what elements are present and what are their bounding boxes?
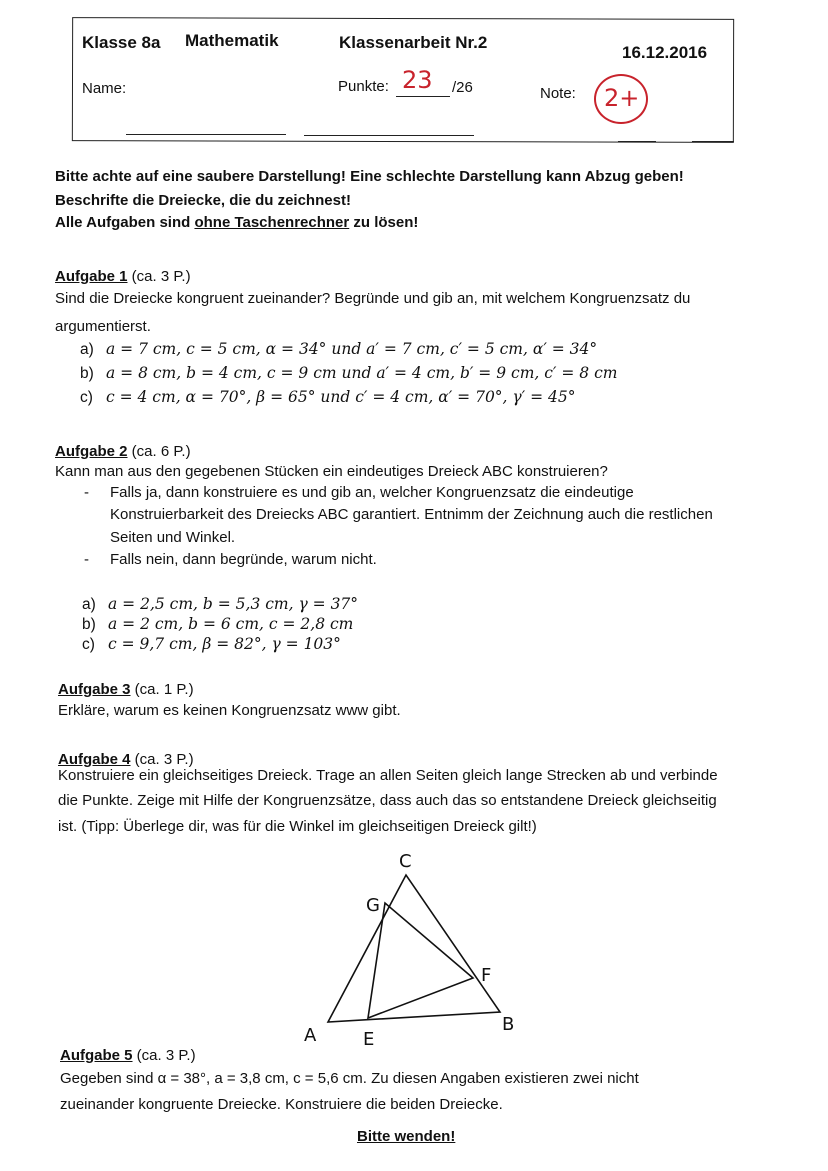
test-title: Klassenarbeit Nr.2	[339, 33, 488, 52]
label-e: E	[363, 1029, 375, 1050]
label-f: F	[481, 965, 492, 986]
points-line	[304, 135, 474, 136]
task1-text2: argumentierst.	[55, 318, 151, 335]
task1-item-a: a) a = 7 cm, c = 5 cm, α = 34° und a′ = 7 cm, c′ = 5 cm, α′ = 34°	[80, 340, 598, 358]
task5-text2: zueinander kongruente Dreiecke. Konstruiere die beiden Dreiecke.	[60, 1096, 503, 1113]
task2-item-c: c) c = 9,7 cm, β = 82°, γ = 103°	[82, 635, 341, 653]
turn-page-note: Bitte wenden!	[357, 1128, 456, 1145]
triangle-diagram	[290, 845, 530, 1050]
grade-line-1	[618, 141, 656, 142]
grade-value: 2+	[604, 84, 640, 112]
task1-title: Aufgabe 1 (ca. 3 P.)	[55, 268, 191, 285]
task2-bullet1-dash: -	[84, 484, 89, 501]
task2-title: Aufgabe 2 (ca. 6 P.)	[55, 443, 191, 460]
task2-bullet1a: Falls ja, dann konstruiere es und gib an, welcher Kongruenzsatz die eindeutige	[110, 484, 634, 501]
task2-bullet2: Falls nein, dann begründe, warum nicht.	[110, 551, 377, 568]
points-underline	[396, 96, 450, 97]
task4-text2: die Punkte. Zeige mit Hilfe der Kongruenzsätze, dass auch das so entstandene Dreieck gleichseitig	[58, 792, 717, 809]
task4-text3: ist. (Tipp: Überlege dir, was für die Winkel im gleichseitigen Dreieck gilt!)	[58, 818, 537, 835]
instruction-1: Bitte achte auf eine saubere Darstellung! Eine schlechte Darstellung kann Abzug geben!	[55, 168, 684, 185]
name-label: Name:	[82, 80, 127, 97]
label-a: A	[304, 1025, 317, 1046]
task2-item-a: a) a = 2,5 cm, b = 5,3 cm, γ = 37°	[82, 595, 359, 613]
task2-bullet2-dash: -	[84, 551, 89, 568]
label-c: C	[399, 851, 412, 872]
task5-text1: Gegeben sind α = 38°, a = 3,8 cm, c = 5,6 cm. Zu diesen Angaben existieren zwei nicht	[60, 1070, 639, 1087]
instruction-2: Beschrifte die Dreiecke, die du zeichnest!	[55, 192, 351, 209]
name-line	[126, 134, 286, 135]
task3-text1: Erkläre, warum es keinen Kongruenzsatz www gibt.	[58, 702, 401, 719]
inner-triangle	[368, 903, 473, 1018]
task2-text1: Kann man aus den gegebenen Stücken ein eindeutiges Dreieck ABC konstruieren?	[55, 463, 608, 480]
task1-item-c: c) c = 4 cm, α = 70°, β = 65° und c′ = 4 cm, α′ = 70°, γ′ = 45°	[80, 388, 576, 406]
points-label: Punkte:	[338, 78, 389, 95]
task4-title: Aufgabe 4 (ca. 3 P.)	[58, 751, 194, 768]
task1-item-b: b) a = 8 cm, b = 4 cm, c = 9 cm und a′ = 4 cm, b′ = 9 cm, c′ = 8 cm	[80, 364, 618, 382]
grade-label: Note:	[540, 85, 576, 102]
label-b: B	[502, 1014, 515, 1035]
grade-line-2	[692, 141, 734, 142]
task3-title: Aufgabe 3 (ca. 1 P.)	[58, 681, 194, 698]
task2-bullet1c: Seiten und Winkel.	[110, 529, 236, 546]
points-value: 23	[402, 66, 433, 94]
label-g: G	[366, 895, 380, 916]
points-total: /26	[452, 79, 473, 96]
task2-item-b: b) a = 2 cm, b = 6 cm, c = 2,8 cm	[82, 615, 354, 633]
subject-label: Mathematik	[185, 31, 279, 50]
date-label: 16.12.2016	[622, 43, 708, 62]
task1-text1: Sind die Dreiecke kongruent zueinander? Begründe und gib an, mit welchem Kongruenzsatz du	[55, 290, 691, 307]
task2-bullet1b: Konstruierbarkeit des Dreiecks ABC garantiert. Entnimm der Zeichnung auch die restlichen	[110, 506, 713, 523]
task4-text1: Konstruiere ein gleichseitiges Dreieck. Trage an allen Seiten gleich lange Strecken ab und verbinde	[58, 767, 718, 784]
class-label: Klasse 8a	[82, 33, 161, 52]
task5-title: Aufgabe 5 (ca. 3 P.)	[60, 1047, 196, 1064]
instruction-3: Alle Aufgaben sind ohne Taschenrechner zu lösen!	[55, 214, 419, 231]
